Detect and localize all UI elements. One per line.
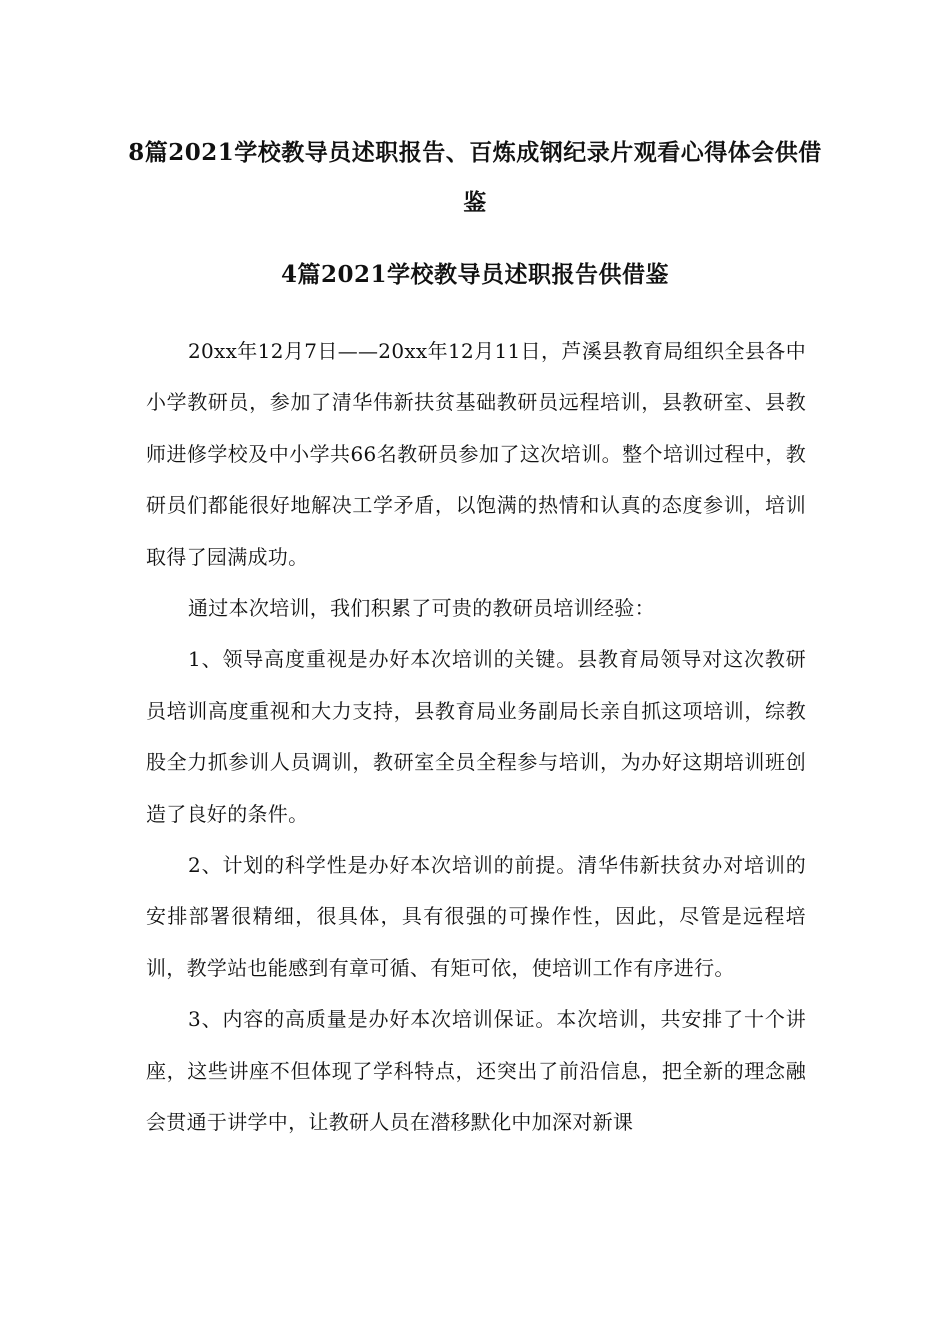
paragraph-summary: 通过本次培训，我们积累了可贵的教研员培训经验： — [188, 596, 655, 621]
paragraph-point-3: 3、内容的高质量是办好本次培训保证。本次培训，共安排了十个讲座，这些讲座不但体现了学科特点，还突出了前沿信息，把全新的理念融会贯通于讲学中，让教研人员在潜移默化中加深对新课 — [146, 1007, 806, 1135]
paragraph-point-1: 1、领导高度重视是办好本次培训的关键。县教育局领导对这次教研员培训高度重视和大力支持，县教育局业务副局长亲自抓这项培训，综教股全力抓参训人员调训，教研室全员全程参与培训，为办好这期培训班创造了良好的条件。 — [146, 647, 806, 826]
section-heading: 4篇2021学校教导员述职报告供借鉴 — [280, 261, 670, 288]
document-body — [146, 326, 806, 1149]
paragraph-point-2: 2、计划的科学性是办好本次培训的前提。清华伟新扶贫办对培训的安排部署很精细，很具体，具有很强的可操作性，因此，尽管是远程培训，教学站也能感到有章可循、有矩可依，使培训工作有序进行。 — [146, 853, 806, 980]
document-title: 8篇2021学校教导员述职报告、百炼成钢纪录片观看心得体会供借鉴 — [128, 139, 822, 216]
paragraph-intro: 20xx年12月7日——20xx年12月11日，芦溪县教育局组织全县各中小学教研员，参加了清华伟新扶贫基础教研员远程培训，县教研室、县教师进修学校及中小学共66名教研员参加了这次培训。整个培训过程中，教研员们都能很好地解决工学矛盾，以饱满的热情和认真的态度参训，培训取得了园满成功。 — [146, 339, 806, 569]
